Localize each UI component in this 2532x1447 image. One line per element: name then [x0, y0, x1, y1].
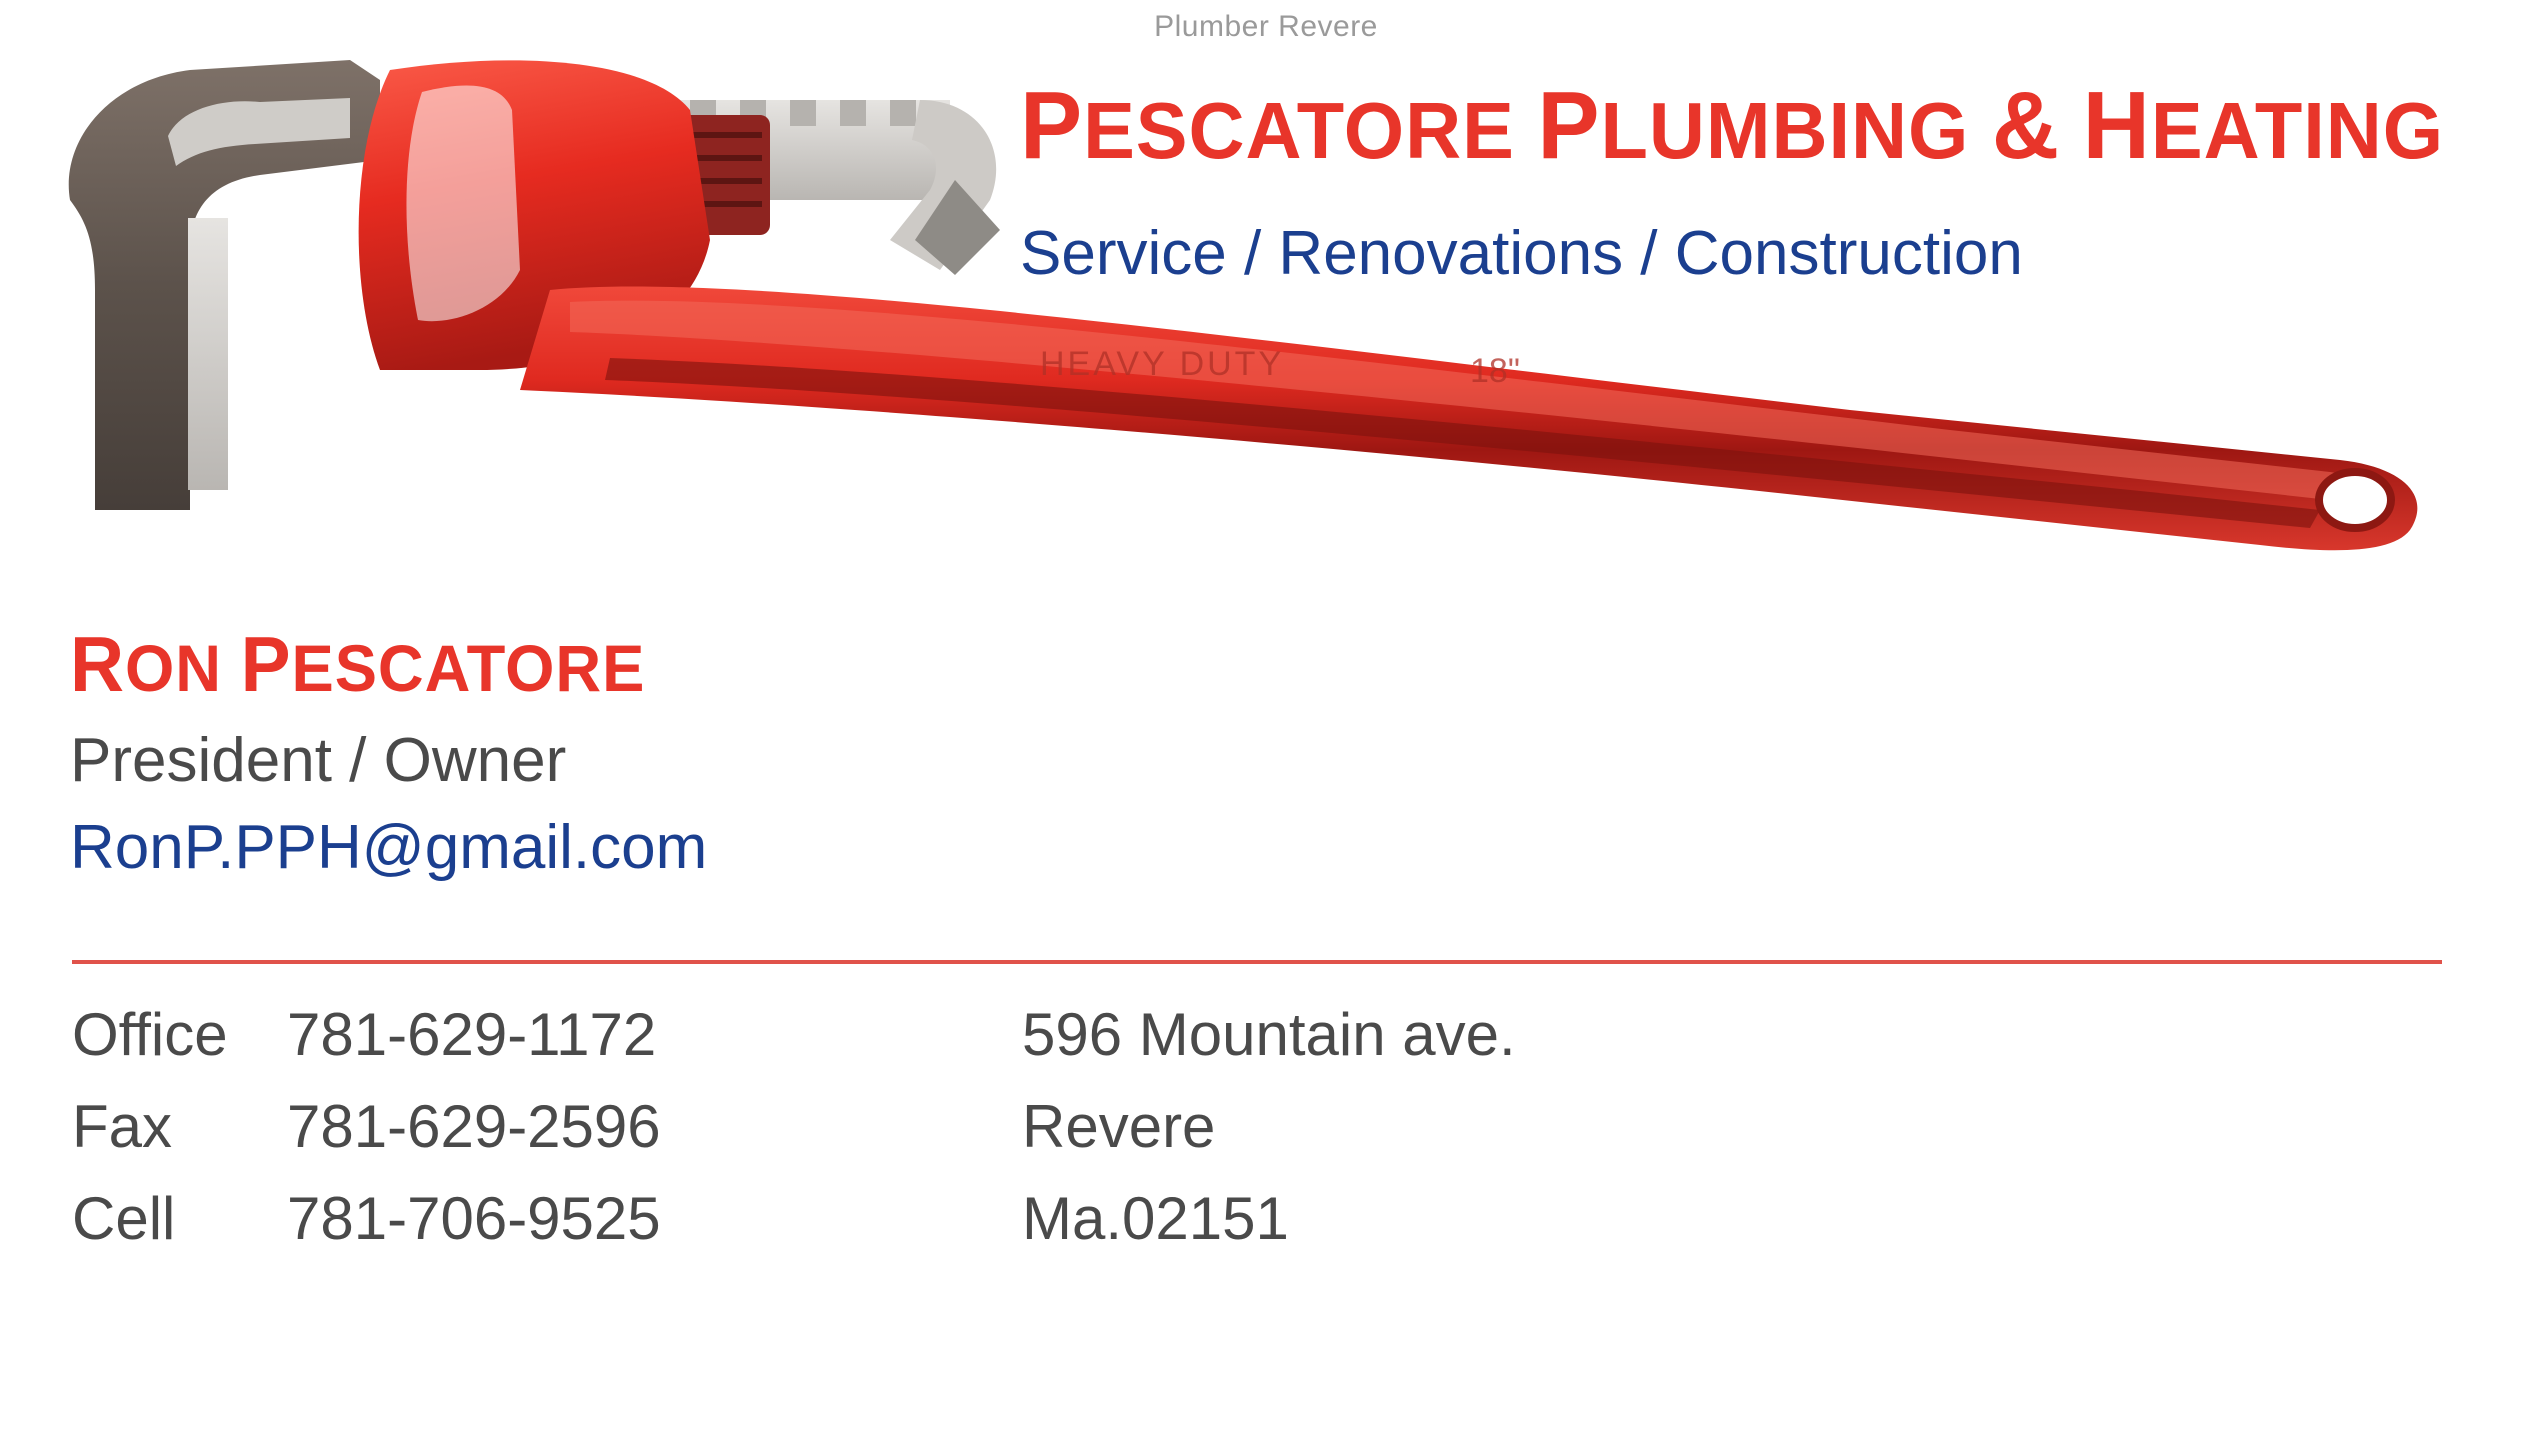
address-line-city: Revere — [1022, 1093, 1216, 1160]
svg-text:HEAVY DUTY: HEAVY DUTY — [1040, 345, 1285, 383]
phone-list — [72, 1000, 1012, 1276]
phone-label: Fax — [72, 1093, 173, 1160]
svg-text:18": 18" — [1470, 352, 1520, 390]
brand-block — [1020, 72, 2445, 289]
contact-person-block — [70, 620, 708, 883]
company-name: PESCATORE PLUMBING & HEATING — [1020, 72, 2445, 179]
phone-row — [72, 1092, 1012, 1184]
divider — [72, 960, 2442, 964]
phone-row — [72, 1000, 1012, 1092]
person-name: RON PESCATORE — [70, 620, 646, 708]
person-email[interactable]: RonP.PPH@gmail.com — [70, 813, 708, 882]
phone-label: Office — [72, 1001, 228, 1068]
person-title: President / Owner — [70, 726, 567, 795]
phone-number[interactable]: 781-629-2596 — [287, 1093, 661, 1160]
company-tagline: Service / Renovations / Construction — [1020, 219, 2023, 288]
phone-row — [72, 1184, 1012, 1276]
address-block — [1022, 1000, 1516, 1276]
phone-number[interactable]: 781-629-1172 — [287, 1001, 657, 1068]
page-watermark: Plumber Revere — [1154, 10, 1378, 43]
address-line-street: 596 Mountain ave. — [1022, 1001, 1516, 1068]
phone-label: Cell — [72, 1185, 176, 1252]
address-line-state-zip: Ma.02151 — [1022, 1185, 1289, 1252]
contact-details — [72, 1000, 2442, 1276]
phone-number[interactable]: 781-706-9525 — [287, 1185, 661, 1252]
